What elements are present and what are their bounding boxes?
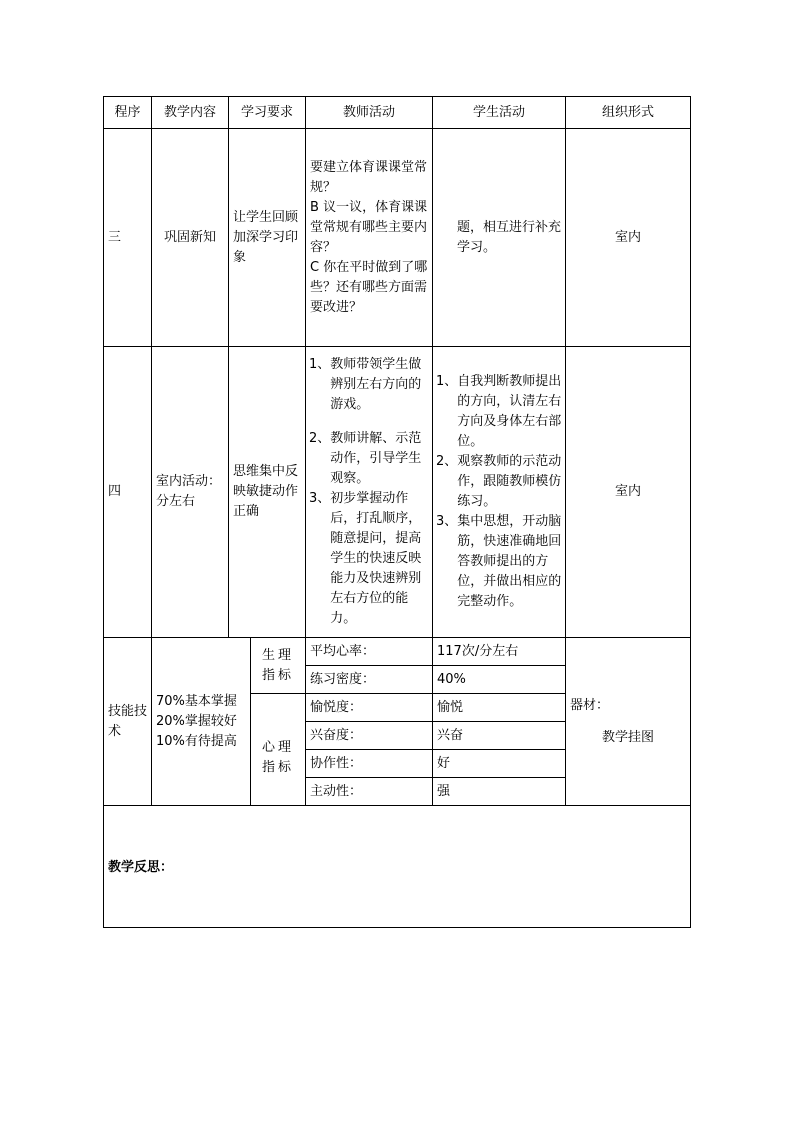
student-activity-cell: 题，相互进行补充学习。: [433, 129, 566, 347]
header-requirement: 学习要求: [229, 97, 306, 129]
stage-cell: 三: [104, 129, 152, 347]
list-item: 3、 集中思想，开动脑筋，快速准确地回答教师提出的方位，并做出相应的完整动作。: [436, 514, 562, 609]
psych-indicator-label: 心理指标: [251, 694, 306, 806]
requirement-cell: 思维集中反映敏捷动作正确: [229, 347, 306, 638]
organization-cell: 室内: [566, 347, 691, 638]
header-procedure: 程序: [104, 97, 152, 129]
stage-cell: 四: [104, 347, 152, 638]
metric-name: 兴奋度：: [306, 722, 433, 750]
equipment-cell: [566, 638, 691, 806]
metric-name: 协作性：: [306, 750, 433, 778]
skill-levels-cell: [152, 638, 251, 806]
requirement-cell: 让学生回顾加深学习印象: [229, 129, 306, 347]
metric-value: 好: [433, 750, 566, 778]
reflection-label: 教学反思：: [108, 860, 174, 875]
physio-indicator-label: 生理指标: [251, 638, 306, 694]
metric-name: 主动性：: [306, 778, 433, 806]
student-activity-cell: [433, 347, 566, 638]
header-student-activity: 学生活动: [433, 97, 566, 129]
skill-level: 70%基本掌握: [156, 693, 237, 709]
teacher-activity-line: 要建立体育课课堂常规？: [310, 159, 428, 195]
metric-value: 40%: [433, 666, 566, 694]
metric-value: 强: [433, 778, 566, 806]
equipment-label: 器材：: [570, 697, 610, 713]
list-item: 3、 初步掌握动作后，打乱顺序，随意提问，提高学生的快速反映能力及快速辨别左右方位的能力。: [309, 491, 422, 626]
teacher-activity-cell: [306, 129, 433, 347]
lesson-plan-table: [103, 96, 691, 928]
teacher-activity-line: C 你在平时做到了哪些？还有哪些方面需要改进？: [310, 259, 428, 315]
list-item: 1、 教师带领学生做辨别左右方向的游戏。: [309, 357, 422, 412]
metric-value: 117次/分左右: [433, 638, 566, 666]
metric-value: 愉悦: [433, 694, 566, 722]
metric-name: 愉悦度：: [306, 694, 433, 722]
teacher-activity-cell: [306, 347, 433, 638]
reflection-row: [104, 806, 691, 928]
table-row: [104, 347, 691, 638]
content-cell: 巩固新知: [152, 129, 229, 347]
metric-name: 平均心率：: [306, 638, 433, 666]
table-row: [104, 129, 691, 347]
header-content: 教学内容: [152, 97, 229, 129]
organization-cell: 室内: [566, 129, 691, 347]
skill-level: 20%掌握较好: [156, 713, 237, 729]
metric-name: 练习密度：: [306, 666, 433, 694]
reflection-cell: [104, 806, 691, 928]
metric-value: 兴奋: [433, 722, 566, 750]
skills-label: 技能技术: [104, 638, 152, 806]
content-cell: 室内活动：分左右: [152, 347, 229, 638]
header-organization: 组织形式: [566, 97, 691, 129]
skill-level: 10%有待提高: [156, 733, 237, 749]
skills-row: [104, 638, 691, 666]
list-item: 2、 教师讲解、示范动作，引导学生观察。: [309, 431, 422, 486]
header-row: [104, 97, 691, 129]
list-item: 2、 观察教师的示范动作，跟随教师模仿练习。: [436, 454, 562, 509]
header-teacher-activity: 教师活动: [306, 97, 433, 129]
equipment-value: 教学挂图: [602, 729, 655, 745]
list-item: 1、 自我判断教师提出的方向，认清左右方向及身体左右部位。: [436, 374, 562, 449]
teacher-activity-line: B 议一议，体育课课堂常规有哪些主要内容？: [310, 199, 428, 255]
